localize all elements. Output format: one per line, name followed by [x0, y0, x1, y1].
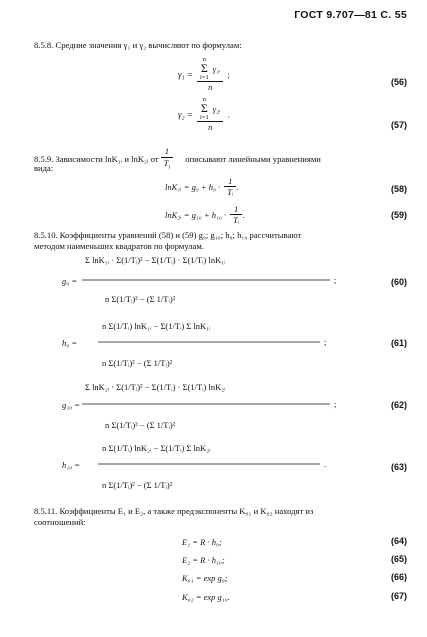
- eq61-denominator: n Σ(1/Tᵢ)² − (Σ 1/Tᵢ)²: [102, 358, 173, 368]
- eq60-lhs: g₉ =: [62, 276, 78, 286]
- section-8-5-9-cont: вида:: [34, 163, 54, 173]
- section-8-5-10: 8.5.10. Коэффициенты уравнений (58) и (59) g₉; g₁₀; h₉; h₁₀ рассчитывают: [34, 230, 302, 240]
- eq-number-58: (58): [390, 184, 407, 194]
- eq61-lhs: h₉ =: [62, 338, 78, 348]
- eq60-denominator: n Σ(1/Tᵢ)² − (Σ 1/Tᵢ)²: [105, 294, 176, 304]
- section-8-5-9: 8.5.9. Зависимости lnK₁ᵢ и lnK₂ᵢ от $\frac{1}{T_i}$ описывают линейными уравнениями: [34, 146, 321, 171]
- eq-number-63: (63): [390, 462, 407, 472]
- eq63-denominator: n Σ(1/Tᵢ)² − (Σ 1/Tᵢ)²: [102, 480, 173, 490]
- eq56-fraction: n Σ i=1 γ₁ᵢ n: [197, 56, 223, 92]
- eq-number-67: (67): [390, 591, 407, 601]
- eq62-numerator: Σ lnK₂ᵢ · Σ(1/Tᵢ)² − Σ(1/Tᵢ) · Σ(1/Tᵢ) lnK₂ᵢ: [85, 382, 226, 392]
- equation-65: E₂ = R · h₁₀;: [182, 555, 225, 565]
- eq62-denominator: n Σ(1/Tᵢ)² − (Σ 1/Tᵢ)²: [105, 420, 176, 430]
- equation-64: E₁ = R · h₉;: [182, 537, 222, 547]
- section-8-5-8: 8.5.8. Средние значения γ₁ и γ₂ вычисляют по формулам:: [34, 40, 242, 50]
- svg-text:.: .: [324, 459, 327, 469]
- eq61-numerator: n Σ(1/Tᵢ) lnK₁ᵢ − Σ(1/Tᵢ) Σ lnK₁ᵢ: [102, 321, 211, 331]
- eq60-numerator: Σ lnK₁ᵢ · Σ(1/Tᵢ)² − Σ(1/Tᵢ) · Σ(1/Tᵢ) lnK₁ᵢ: [85, 255, 226, 265]
- eq-number-66: (66): [390, 572, 407, 582]
- equation-59: lnK₂ᵢ = g₁₀ + h₁₀ · $\frac{1}{\text{Tᵢ}}$ .: [165, 204, 245, 225]
- page-header: ГОСТ 9.707—81 С. 55: [294, 9, 407, 21]
- eq-number-56: (56): [390, 77, 407, 87]
- eq-number-60: (60): [390, 277, 407, 287]
- equation-67: K₀₂ = exp g₁₀.: [182, 592, 230, 602]
- equation-66: K₀₁ = exp g₉;: [182, 573, 228, 583]
- eq-number-61: (61): [390, 338, 407, 348]
- eq-number-62: (62): [390, 400, 407, 410]
- eq-number-57: (57): [390, 120, 407, 130]
- equation-56: γ₁ = n Σ i=1 γ₁ᵢ n ;: [178, 56, 230, 92]
- section-8-5-11: 8.5.11. Коэффициенты E₁ и E₂, а также предэкспоненты K₀₁ и K₀₂ находят из: [34, 506, 314, 516]
- equation-57: γ₂ = n Σ i=1 γ₂ᵢ n .: [178, 96, 230, 132]
- eq-number-65: (65): [390, 554, 407, 564]
- eq-number-64: (64): [390, 536, 407, 546]
- eq63-lhs: h₁₀ =: [62, 460, 81, 470]
- section-8-5-11-cont: соотношений:: [34, 517, 86, 527]
- eq63-numerator: n Σ(1/Tᵢ) lnK₂ᵢ − Σ(1/Tᵢ) Σ lnK₂ᵢ: [102, 443, 211, 453]
- svg-text:;: ;: [334, 399, 337, 409]
- eq56-lhs: γ₁ =: [178, 69, 193, 80]
- eq62-lhs: g₁₀ =: [62, 400, 81, 410]
- svg-text:;: ;: [324, 337, 327, 347]
- eq-number-59: (59): [390, 210, 407, 220]
- section-8-5-10-cont: методом наименьших квадратов по формулам.: [34, 241, 204, 251]
- sum-symbol: n Σ i=1: [200, 56, 209, 81]
- svg-text:;: ;: [334, 275, 337, 285]
- equation-58: lnK₁ᵢ = g₉ + h₉ · $\frac{1}{\text{Tᵢ}}$ .: [165, 176, 239, 197]
